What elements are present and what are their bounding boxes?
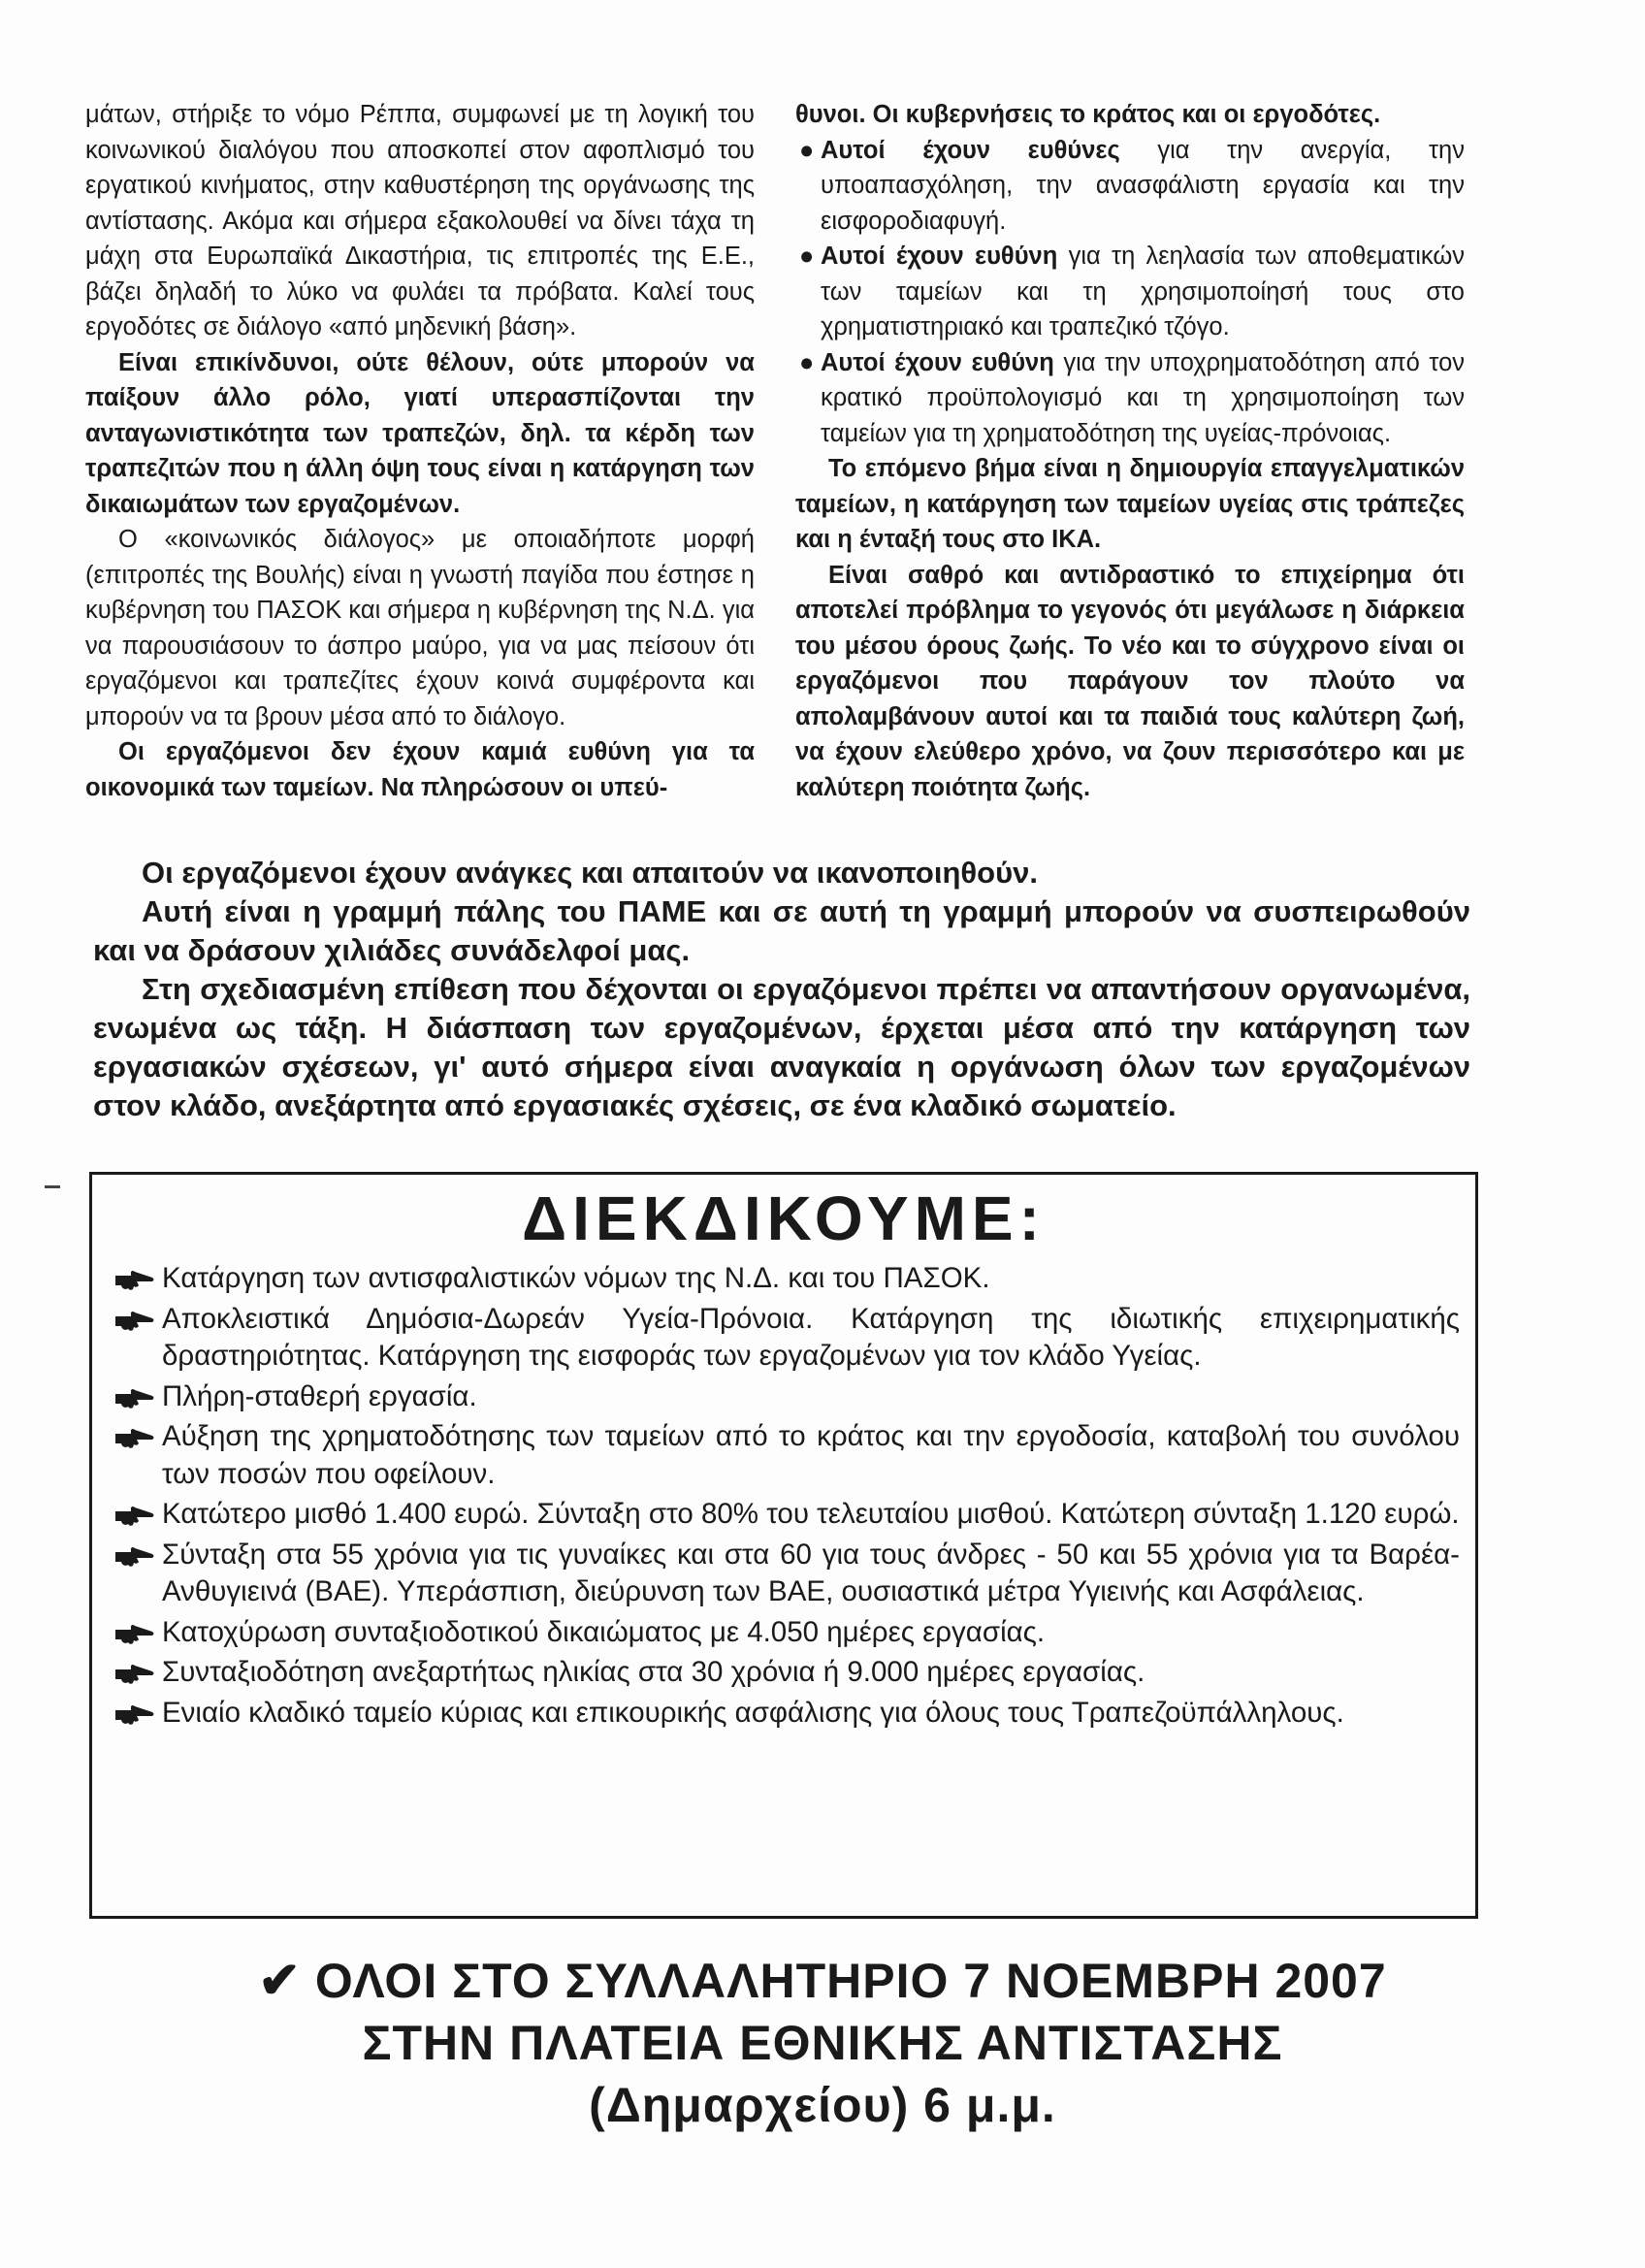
right-paragraph: θυνοι. Οι κυβερνήσεις το κράτος και οι εργοδότες.: [795, 101, 1381, 128]
demand-item: [113, 1695, 1460, 1733]
bullet-dot-icon: ●: [799, 243, 815, 270]
demands-box: [89, 1172, 1478, 1919]
statement-paragraph: Στη σχεδιασμένη επίθεση που δέχονται οι εργαζόμενοι πρέπει να απαντήσουν οργανωμένα, ενωμένα ως τάξη. Η διάσπαση των εργαζομένων, έρχεται μέσα από την κατάργηση των εργασιακών σχέσεων, γι' αυτό σήμερα είναι αναγκαία η οργάνωση όλων των εργαζομένων στον κλάδο, ανεξάρτητα από εργασιακές σχέσεις, σε ένα κλαδικό σωματείο.: [93, 972, 1470, 1122]
pointing-hand-icon: [113, 1656, 156, 1689]
rally-line-3: (Δημαρχείου) 6 μ.μ.: [589, 2078, 1056, 2132]
pointing-hand-icon: [113, 1262, 156, 1295]
demand-text: Σύνταξη στα 55 χρόνια για τις γυναίκες και στα 60 για τους άνδρες - 50 και 55 χρόνια για τα Βαρέα-Ανθυγιεινά (ΒΑΕ). Υπεράσπιση, διεύρυνση των ΒΑΕ, ουσιαστικά μέτρα Υγιεινής και Ασφάλειας.: [162, 1538, 1460, 1607]
demand-text: Πλήρη-σταθερή εργασία.: [162, 1379, 477, 1412]
rally-announcement: [0, 1950, 1645, 2136]
demand-item: [113, 1301, 1460, 1376]
pointing-hand-icon: [113, 1420, 156, 1453]
demand-text: Κατώτερο μισθό 1.400 ευρώ. Σύνταξη στο 80% του τελευταίου μισθού. Κατώτερη σύνταξη 1.120 ευρώ.: [162, 1498, 1460, 1530]
demand-item: [113, 1260, 1460, 1298]
right-paragraph: Το επόμενο βήμα είναι η δημιουργία επαγγελματικών ταμείων, η κατάργηση των ταμείων υγείας στις τράπεζες και η ένταξή τους στο ΙΚΑ.: [795, 455, 1465, 553]
pointing-hand-icon: [113, 1539, 156, 1571]
bullet-lead: Αυτοί έχουν ευθύνη: [821, 243, 1058, 270]
bullet-text: για την υποχρηματοδότηση από τον κρατικό προϋπολογισμό και τη χρησιμοποίηση των ταμείων για τη χρηματοδότηση της υγείας-πρόνοιας.: [821, 348, 1466, 447]
left-paragraph: Οι εργαζόμενοι δεν έχουν καμιά ευθύνη για τα οικονομικά των ταμείων. Να πληρώσουν οι υπεύ-: [85, 738, 755, 801]
bullet-item: [795, 239, 1465, 345]
statement-paragraph: Αυτή είναι η γραμμή πάλης του ΠΑΜΕ και σε αυτή τη γραμμή μπορούν να συσπειρωθούν και να δράσουν χιλιάδες συνάδελφοί μας.: [93, 894, 1470, 967]
left-paragraph: Είναι επικίνδυνοι, ούτε θέλουν, ούτε μπορούν να παίξουν άλλο ρόλο, γιατί υπερασπίζονται την ανταγωνιστικότητα των τραπεζών, δηλ. τα κέρδη των τραπεζιτών που η άλλη όψη τους είναι η κατάργηση των δικαιωμάτων των εργαζομένων.: [85, 348, 755, 518]
pointing-hand-icon: [113, 1697, 156, 1730]
demand-text: Κατοχύρωση συνταξιοδοτικού δικαιώματος με 4.050 ημέρες εργασίας.: [162, 1615, 1046, 1648]
demand-item: [113, 1654, 1460, 1692]
right-column: [795, 97, 1465, 805]
check-mark-icon: ✔: [258, 1953, 302, 2009]
bullet-lead: Αυτοί έχουν ευθύνη: [821, 348, 1054, 376]
rally-line-1-text: ΟΛΟΙ ΣΤΟ ΣΥΛΛΑΛΗΤΗΡΙΟ 7 ΝΟΕΜΒΡΗ 2007: [314, 1954, 1387, 2008]
demand-item: [113, 1614, 1460, 1652]
bullet-dot-icon: ●: [799, 348, 815, 376]
bullet-dot-icon: ●: [799, 136, 815, 164]
demand-text: Ενιαίο κλαδικό ταμείο κύριας και επικουρικής ασφάλισης για όλους τους Τραπεζοϋπάλληλους.: [162, 1696, 1344, 1729]
demand-text: Συνταξιοδότηση ανεξαρτήτως ηλικίας στα 30 χρόνια ή 9.000 ημέρες εργασίας.: [162, 1656, 1145, 1688]
bullet-text: για την ανεργία, την υποαπασχόληση, την ανασφάλιστη εργασία και την εισφοροδιαφυγή.: [821, 136, 1465, 235]
rally-line-1: [0, 1950, 1645, 2012]
bullet-item: [795, 133, 1465, 240]
demand-text: Κατάργηση των αντισφαλιστικών νόμων της Ν.Δ. και του ΠΑΣΟΚ.: [162, 1262, 990, 1294]
demands-title: ΔΙΕΚΔΙΚΟΥΜΕ:: [522, 1183, 1046, 1253]
pointing-hand-icon: [113, 1303, 156, 1336]
demand-item: [113, 1496, 1460, 1534]
demand-item: [113, 1418, 1460, 1493]
bullet-text: για τη λεηλασία των αποθεματικών των ταμείων και τη χρησιμοποίησή τους στο χρηματιστηριακό και τραπεζικό τζόγο.: [821, 243, 1465, 340]
demand-item: [113, 1537, 1460, 1611]
pointing-hand-icon: [113, 1616, 156, 1649]
full-width-statement: [93, 854, 1470, 1125]
pointing-hand-icon: [113, 1498, 156, 1531]
pointing-hand-icon: [113, 1380, 156, 1413]
bullet-lead: Αυτοί έχουν ευθύνες: [821, 136, 1120, 164]
demand-text: Αποκλειστικά Δημόσια-Δωρεάν Υγεία-Πρόνοια. Κατάργηση της ιδιωτικής επιχειρηματικής δραστηριότητας. Κατάργηση της εισφοράς των εργαζομένων για τον κλάδο Υγείας.: [162, 1302, 1460, 1372]
margin-mark: [45, 1185, 60, 1188]
rally-line-2: ΣΤΗΝ ΠΛΑΤΕΙΑ ΕΘΝΙΚΗΣ ΑΝΤΙΣΤΑΣΗΣ: [362, 2016, 1283, 2070]
left-paragraph: Ο «κοινωνικός διάλογος» με οποιαδήποτε μορφή (επιτροπές της Βουλής) είναι η γνωστή παγίδα που έστησε η κυβέρνηση του ΠΑΣΟΚ και σήμερα η κυβέρνηση της Ν.Δ. για να παρουσιάσουν το άσπρο μαύρο, για να μας πείσουν ότι εργαζόμενοι και τραπεζίτες έχουν κοινά συμφέροντα και μπορούν να τα βρουν μέσα από το διάλογο.: [85, 526, 755, 730]
bullet-item: [795, 345, 1465, 452]
right-paragraph: Είναι σαθρό και αντιδραστικό το επιχείρημα ότι αποτελεί πρόβλημα το γεγονός ότι μεγάλωσε η διάρκεια του μέσου όρους ζωής. Το νέο και το σύγχρονο είναι οι εργαζόμενοι που παράγουν τον πλούτο να απολαμβάνουν αυτοί και τα παιδιά τους καλύτερη ζωή, να έχουν ελεύθερο χρόνο, να ζουν περισσότερο και με καλύτερη ποιότητα ζωής.: [795, 561, 1465, 801]
demands-list: [113, 1260, 1460, 1734]
demand-text: Αύξηση της χρηματοδότησης των ταμείων από το κράτος και την εργοδοσία, καταβολή του συνόλου των ποσών που οφείλουν.: [162, 1420, 1460, 1490]
statement-paragraph: Οι εργαζόμενοι έχουν ανάγκες και απαιτούν να ικανοποιηθούν.: [142, 856, 1038, 890]
left-column: [85, 97, 755, 805]
demand-item: [113, 1378, 1460, 1416]
left-paragraph: μάτων, στήριξε το νόμο Ρέππα, συμφωνεί με τη λογική του κοινωνικού διαλόγου που αποσκοπεί στον αφοπλισμό του εργατικού κινήματος, στην καθυστέρηση της οργάνωσης της αντίστασης. Ακόμα και σήμερα εξακολουθεί να δίνει τάχα τη μάχη στα Ευρωπαϊκά Δικαστήρια, τις επιτροπές της Ε.Ε., βάζει δηλαδή το λύκο να φυλάει τα πρόβατα. Καλεί τους εργοδότες σε διάλογο «από μηδενική βάση».: [85, 101, 755, 340]
